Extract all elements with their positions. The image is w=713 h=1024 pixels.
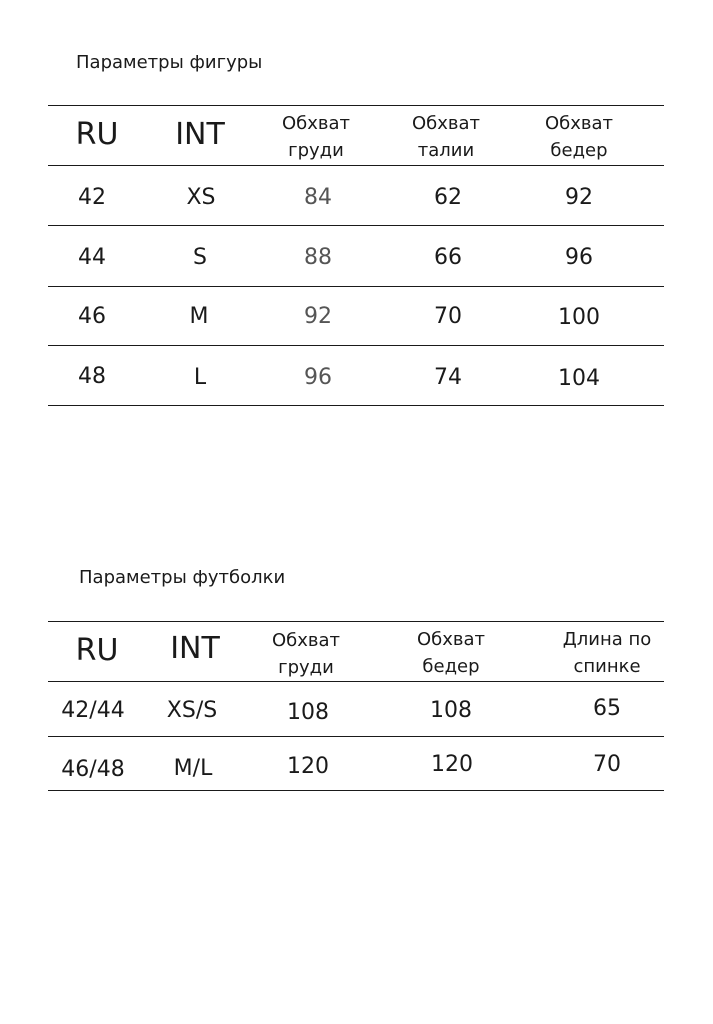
cell-chest: 120 — [287, 754, 329, 779]
cell-hips: 96 — [565, 245, 593, 270]
cell-chest: 108 — [287, 700, 329, 725]
cell-int: M/L — [173, 756, 213, 781]
figure-table-top-border — [48, 105, 664, 106]
figure-table-bottom-border — [48, 405, 664, 406]
tshirt-header-hips: Обхват бедер — [416, 629, 486, 677]
cell-hips: 104 — [558, 366, 600, 391]
figure-header-chest: Обхват груди — [281, 113, 351, 161]
tshirt-table-bottom-border — [48, 790, 664, 791]
cell-hips: 108 — [430, 698, 472, 723]
cell-int: XS/S — [166, 698, 218, 723]
cell-hips: 92 — [565, 185, 593, 210]
row-divider — [48, 345, 664, 346]
tshirt-header-chest: Обхват груди — [271, 630, 341, 678]
tshirt-header-int: INT — [170, 631, 220, 666]
figure-header-int: INT — [175, 117, 225, 152]
cell-int: S — [193, 245, 207, 270]
cell-hips: 120 — [431, 752, 473, 777]
cell-chest: 92 — [304, 304, 332, 329]
cell-length: 65 — [593, 696, 621, 721]
cell-waist: 66 — [434, 245, 462, 270]
cell-waist: 74 — [434, 365, 462, 390]
row-divider — [48, 286, 664, 287]
cell-chest: 96 — [304, 365, 332, 390]
figure-header-ru: RU — [75, 117, 119, 152]
cell-int: M — [189, 304, 209, 329]
row-divider — [48, 225, 664, 226]
tshirt-header-length: Длина по спинке — [562, 629, 652, 677]
row-divider — [48, 736, 664, 737]
figure-table-title: Параметры фигуры — [76, 52, 263, 73]
cell-waist: 70 — [434, 304, 462, 329]
cell-int: L — [193, 365, 207, 390]
cell-waist: 62 — [434, 185, 462, 210]
cell-ru: 46 — [78, 304, 106, 329]
cell-chest: 88 — [304, 245, 332, 270]
tshirt-table-top-border — [48, 621, 664, 622]
tshirt-header-ru: RU — [75, 633, 119, 668]
cell-length: 70 — [593, 752, 621, 777]
cell-chest: 84 — [304, 185, 332, 210]
cell-ru: 44 — [78, 245, 106, 270]
cell-int: XS — [186, 185, 216, 210]
figure-header-waist: Обхват талии — [411, 113, 481, 161]
tshirt-table-title: Параметры футболки — [79, 567, 286, 588]
cell-ru: 48 — [78, 364, 106, 389]
figure-header-hips: Обхват бедер — [544, 113, 614, 161]
figure-header-divider — [48, 165, 664, 166]
cell-ru: 46/48 — [61, 757, 125, 782]
cell-hips: 100 — [558, 305, 600, 330]
tshirt-header-divider — [48, 681, 664, 682]
cell-ru: 42/44 — [61, 698, 125, 723]
cell-ru: 42 — [78, 185, 106, 210]
